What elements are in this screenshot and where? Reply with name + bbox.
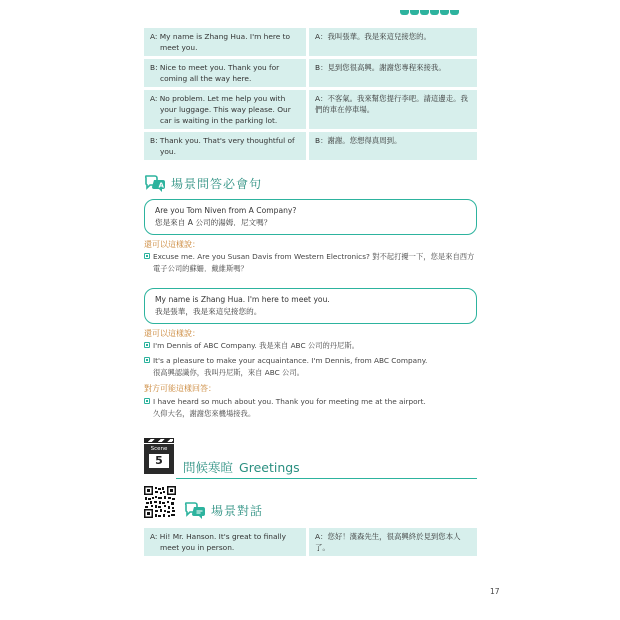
- dialog-en: B: Nice to meet you. Thank you for coming all the way here.: [144, 59, 306, 87]
- section-qa-title: 場景問答必會句: [171, 176, 263, 191]
- chat-bubbles-A-icon: [144, 174, 166, 192]
- dialog-en: A: Hi! Mr. Hanson. It's great to finally meet you in person.: [144, 528, 306, 556]
- bullet-icon: [144, 342, 150, 348]
- alt-label: 還可以這樣說：: [144, 329, 200, 338]
- alt-label: 還可以這樣說：: [144, 240, 200, 249]
- dialog-row: [144, 90, 477, 129]
- alt-item: [144, 251, 479, 274]
- dialog-en: A: My name is Zhang Hua. I'm here to meet you.: [144, 28, 306, 56]
- scene-title: [183, 458, 300, 476]
- dialog-zh: B：謝謝。您想得真周到。: [309, 132, 477, 160]
- alt-item-en: Excuse me. Are you Susan Davis from Western Electronics?: [153, 252, 370, 261]
- dialog-en: B: Thank you. That's very thoughtful of you.: [144, 132, 306, 160]
- scene-word: Scene: [150, 446, 168, 452]
- alt-item-zh: 我是來自 ABC 公司的丹尼斯。: [259, 341, 359, 350]
- dialog-table-bottom: [144, 528, 477, 559]
- chat-bubbles-icon: [184, 501, 206, 519]
- section-dialog-title: 場景對話: [211, 503, 264, 518]
- dialog-zh: B：見到您很高興。謝謝您專程來接我。: [309, 59, 477, 87]
- dialog-zh: A：不客氣。我來幫您提行李吧。請這邊走。我們的車在停車場。: [309, 90, 477, 129]
- bullet-icon: [144, 253, 150, 259]
- dialog-table-top: [144, 28, 477, 163]
- reply-item-zh: 久仰大名，謝謝您來機場接我。: [153, 408, 256, 418]
- clapper-stripes: [144, 438, 174, 443]
- section-dialog-heading: [184, 501, 263, 519]
- dialog-row: [144, 528, 477, 556]
- question-en: My name is Zhang Hua. I'm here to meet you.: [155, 295, 330, 304]
- reply-item-en: I have heard so much about you. Thank you for meeting me at the airport.: [153, 397, 426, 406]
- alt-item-en: I'm Dennis of ABC Company.: [153, 341, 257, 350]
- scene-title-en: Greetings: [239, 460, 300, 475]
- scene-divider: [176, 478, 477, 479]
- question-zh: 我是張華，我是來這兒接您的。: [155, 307, 262, 316]
- question-en: Are you Tom Niven from A Company?: [155, 206, 297, 215]
- alt-item-zh: 很高興認識你，我叫丹尼斯，來自 ABC 公司。: [153, 367, 304, 377]
- clapper-body: [144, 444, 174, 474]
- dialog-row: [144, 132, 477, 160]
- svg-text:A: A: [158, 181, 164, 190]
- dialog-zh: A：您好！漢森先生，很高興終於見到您本人了。: [309, 528, 477, 556]
- qr-code-icon[interactable]: [144, 486, 176, 518]
- clapperboard-icon: [144, 438, 174, 474]
- dialog-en: A: No problem. Let me help you with your luggage. This way please. Our car is waiting in the parking lot.: [144, 90, 306, 129]
- question-zh: 您是來自 A 公司的湯姆．尼文嗎？: [155, 218, 272, 227]
- alt-item-en: It's a pleasure to make your acquaintance. I'm Dennis, from ABC Company.: [153, 356, 428, 365]
- reply-label: 對方可能這樣回答：: [144, 384, 216, 393]
- dialog-row: [144, 59, 477, 87]
- bullet-icon: [144, 357, 150, 363]
- scene-title-zh: 問候寒暄: [183, 460, 234, 475]
- page-number: 17: [490, 587, 500, 596]
- alt-item-zh: 對不起打擾一下，您是來自西方電子公司的蘇姍．戴維斯嗎？: [153, 252, 475, 273]
- bullet-icon: [144, 398, 150, 404]
- alt-item: [144, 340, 479, 352]
- dialog-zh: A：我叫張華。我是來這兒接您的。: [309, 28, 477, 56]
- alt-item: [144, 355, 479, 378]
- question-box: [144, 199, 477, 235]
- question-box: [144, 288, 477, 324]
- header-decoration: [400, 0, 470, 5]
- reply-item: [144, 396, 479, 419]
- dialog-row: [144, 28, 477, 56]
- section-qa-heading: [144, 174, 262, 192]
- scene-number: 5: [149, 454, 169, 468]
